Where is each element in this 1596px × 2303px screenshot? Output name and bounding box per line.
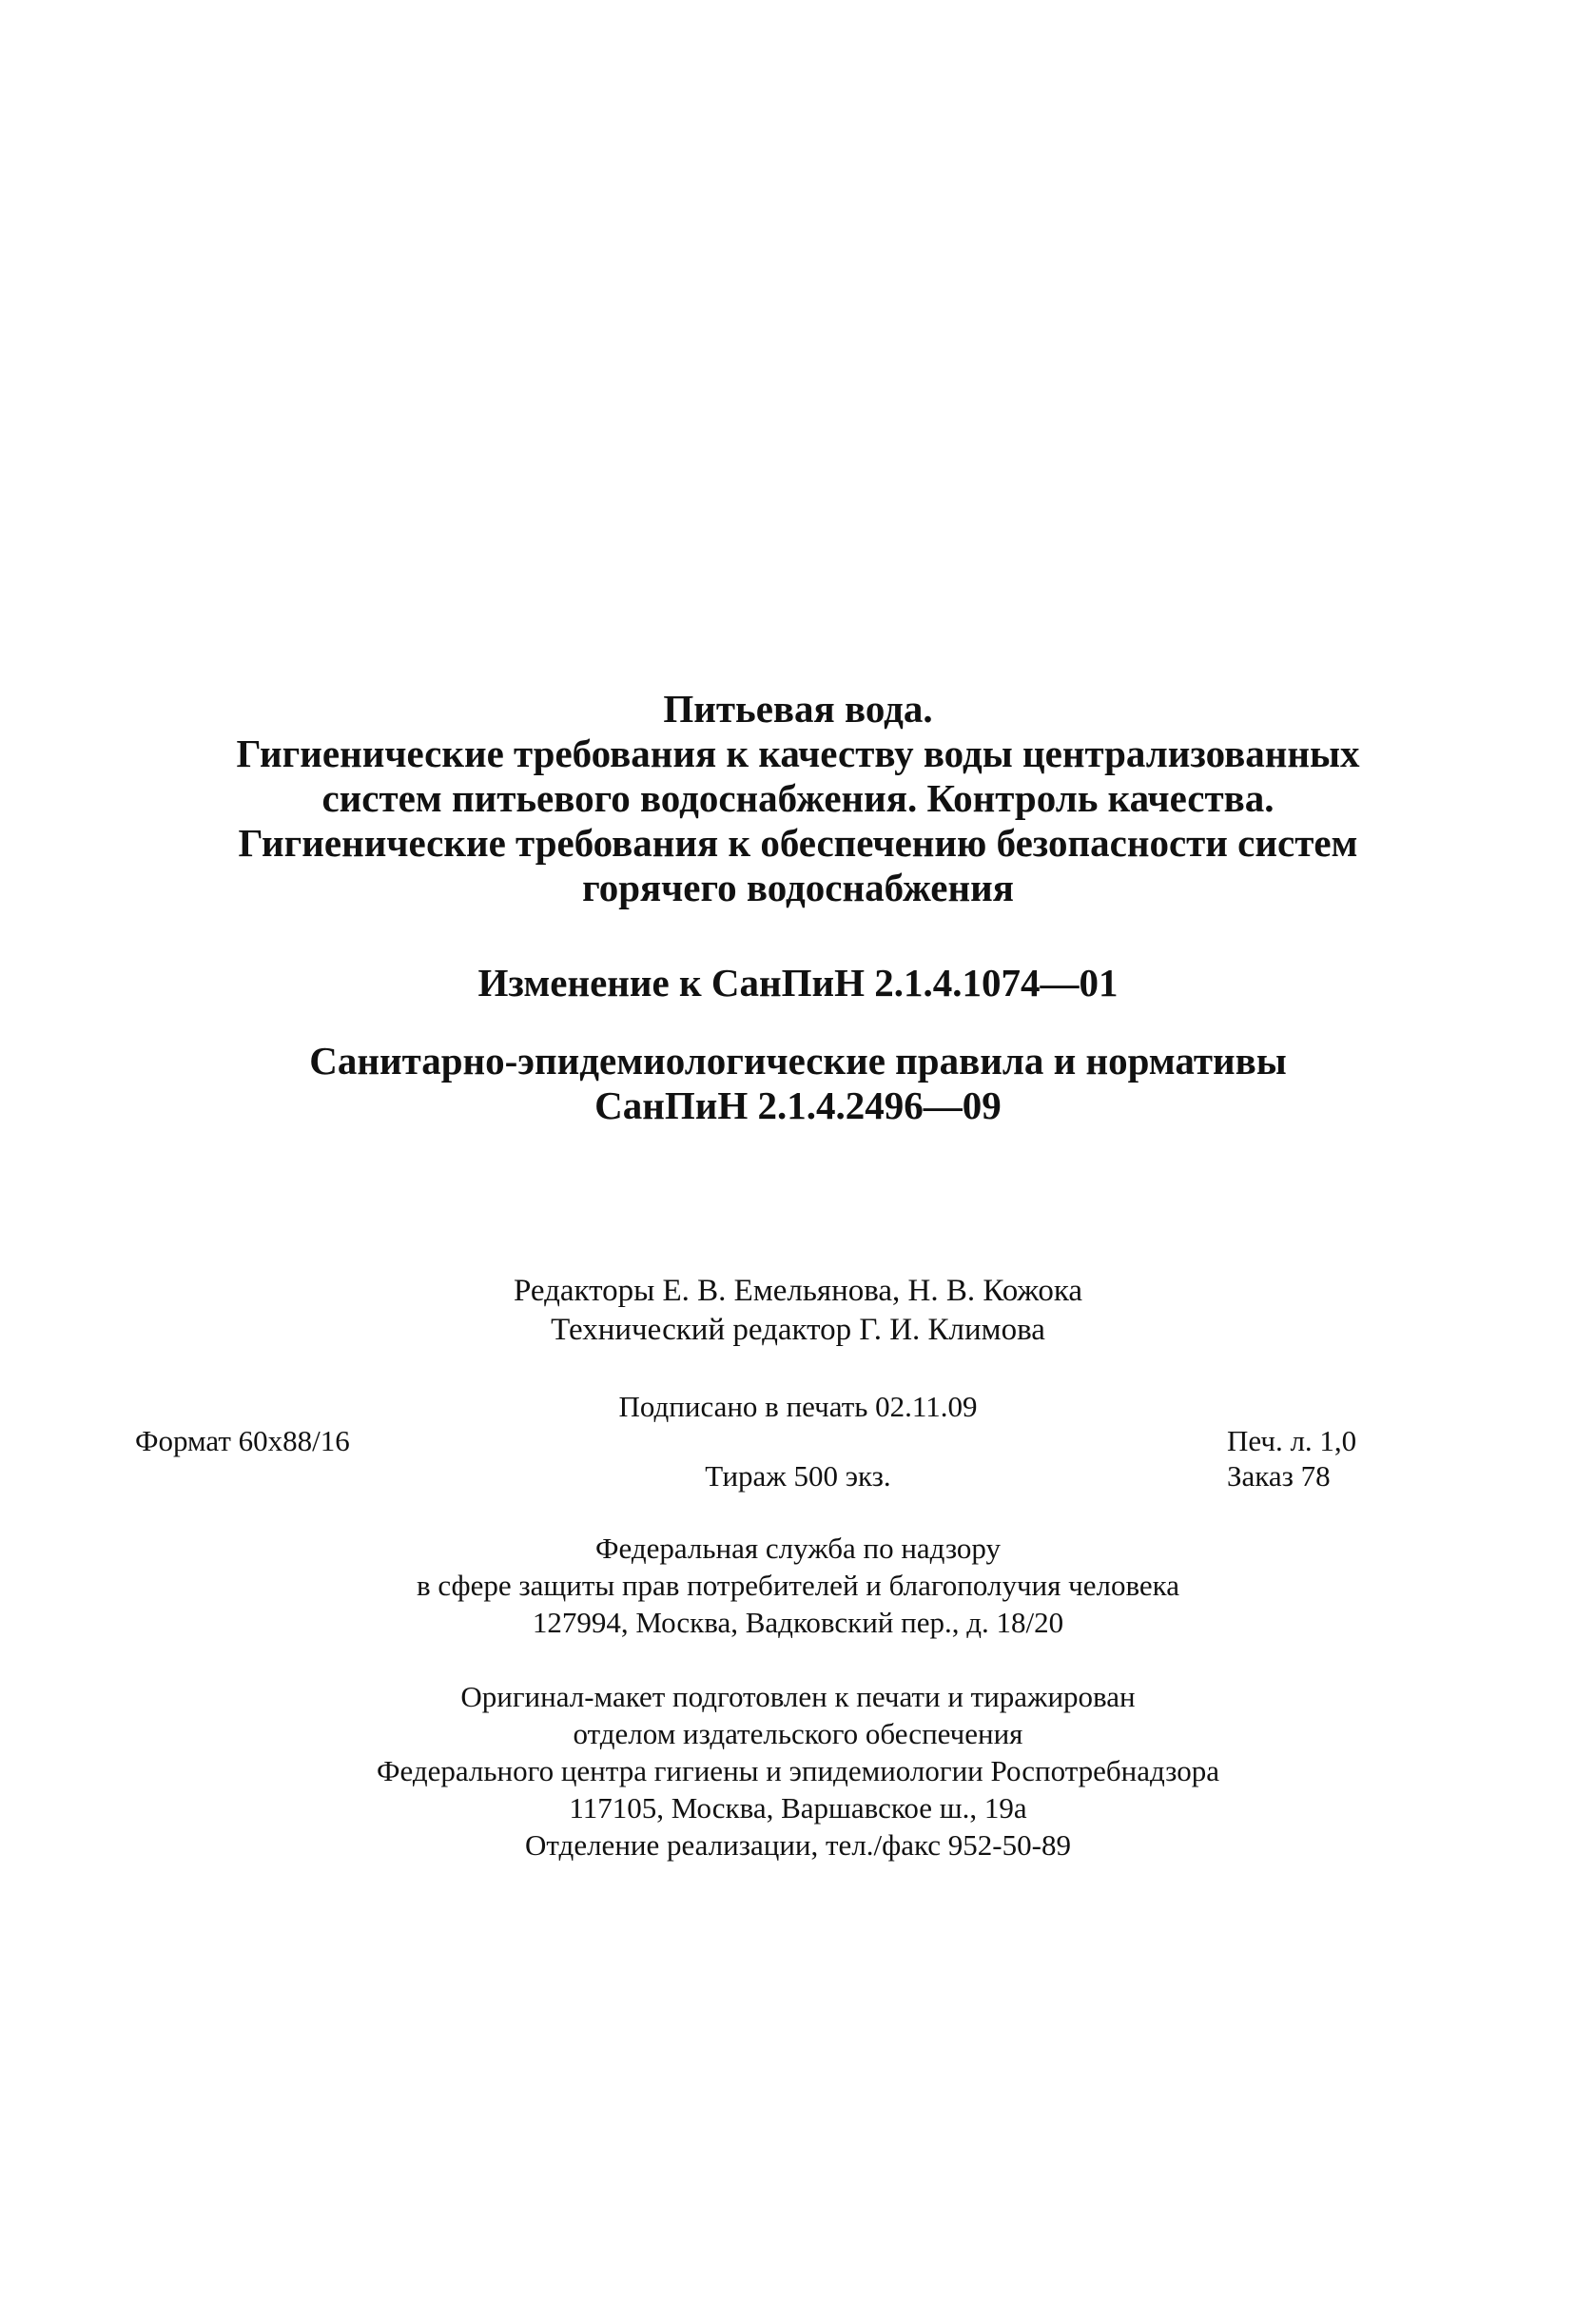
print-format: Формат 60x88/16 [135, 1424, 350, 1457]
title-line: горячего водоснабжения [582, 866, 1014, 909]
editors-block [0, 1272, 1596, 1350]
title-line: Питьевая вода. [663, 687, 933, 731]
rules-line: СанПиН 2.1.4.2496—09 [594, 1083, 1002, 1127]
publisher-address: 127994, Москва, Вадковский пер., д. 18/20 [532, 1606, 1064, 1639]
document-title [0, 687, 1596, 910]
editors-line: Редакторы Е. В. Емельянова, Н. В. Кожока [513, 1274, 1083, 1308]
print-sheets: Печ. л. 1,0 [1227, 1424, 1357, 1457]
maker-line: отделом издательского обеспечения [573, 1717, 1023, 1750]
title-line: Гигиенические требования к качеству воды централизованных [236, 732, 1360, 775]
publisher-info [0, 1530, 1596, 1641]
rules-heading [0, 1039, 1596, 1128]
maker-address: 117105, Москва, Варшавское ш., 19а [569, 1791, 1027, 1825]
publisher-line: Федеральная служба по надзору [595, 1532, 1001, 1565]
title-line: Гигиенические требования к обеспечению безопасности систем [238, 821, 1358, 865]
tech-editor-line: Технический редактор Г. И. Климова [551, 1313, 1045, 1347]
title-line: систем питьевого водоснабжения. Контроль качества. [321, 776, 1275, 820]
rules-line: Санитарно-эпидемиологические правила и нормативы [309, 1039, 1287, 1083]
print-run: Тираж 500 экз. [705, 1459, 891, 1493]
sales-contact: Отделение реализации, тел./факс 952-50-89 [525, 1828, 1071, 1862]
signed-date: Подписано в печать 02.11.09 [618, 1390, 978, 1423]
maker-line: Федерального центра гигиены и эпидемиологии Роспотребнадзора [377, 1754, 1219, 1787]
amendment-heading: Изменение к СанПиН 2.1.4.1074—01 [477, 961, 1119, 1005]
maker-line: Оригинал-макет подготовлен к печати и тиражирован [460, 1680, 1136, 1713]
layout-maker-info [0, 1678, 1596, 1864]
order-number: Заказ 78 [1227, 1459, 1331, 1493]
publisher-line: в сфере защиты прав потребителей и благополучия человека [416, 1569, 1180, 1602]
